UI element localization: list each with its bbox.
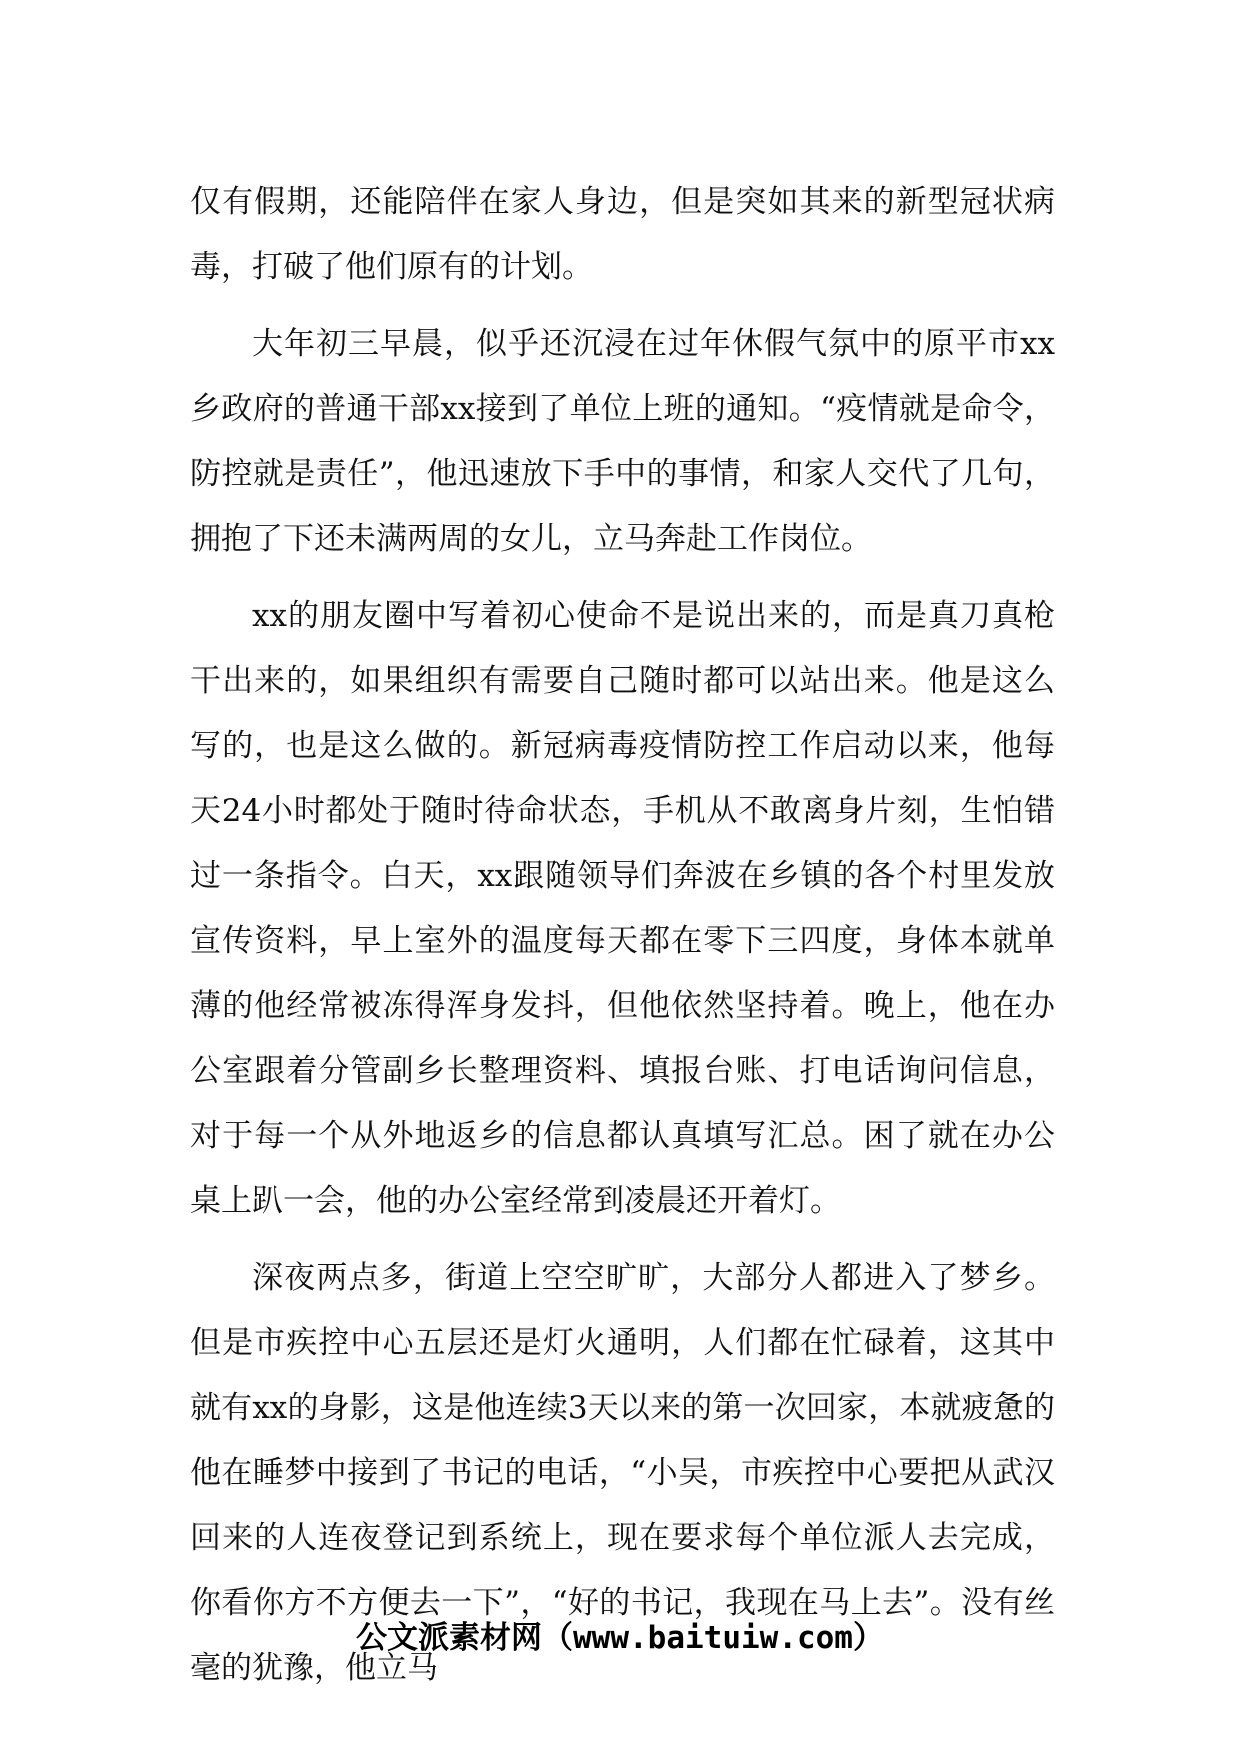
paragraph-1: 仅有假期，还能陪伴在家人身边，但是突如其来的新型冠状病毒，打破了他们原有的计划。 bbox=[190, 184, 1055, 285]
document-body bbox=[190, 170, 1055, 1701]
footer-watermark-text: 公文派素材网（www.baituiw.com） bbox=[356, 1620, 884, 1656]
paragraph-2: 大年初三早晨，似乎还沉浸在过年休假气氛中的原平市xx乡政府的普通干部xx接到了单位上班的通知。“疫情就是命令，防控就是责任”，他迅速放下手中的事情，和家人交代了几句，拥抱了下还未满两周的女儿，立马奔赴工作岗位。 bbox=[190, 326, 1055, 557]
paragraph-4: 深夜两点多，街道上空空旷旷，大部分人都进入了梦乡。但是市疾控中心五层还是灯火通明，人们都在忙碌着，这其中就有xx的身影，这是他连续3天以来的第一次回家，本就疲惫的他在睡梦中接到了书记的电话，“小吴，市疾控中心要把从武汉回来的人连夜登记到系统上，现在要求每个单位派人去完成，你看你方不方便去一下”，“好的书记，我现在马上去”。没有丝毫的犹豫，他立马 bbox=[190, 1260, 1055, 1686]
paragraph-3: xx的朋友圈中写着初心使命不是说出来的，而是真刀真枪干出来的，如果组织有需要自己随时都可以站出来。他是这么写的，也是这么做的。新冠病毒疫情防控工作启动以来，他每天24小时都处于随时待命状态，手机从不敢离身片刻，生怕错过一条指令。白天，xx跟随领导们奔波在乡镇的各个村里发放宣传资料，早上室外的温度每天都在零下三四度，身体本就单薄的他经常被冻得浑身发抖，但他依然坚持着。晚上，他在办公室跟着分管副乡长整理资料、填报台账、打电话询问信息，对于每一个从外地返乡的信息都认真填写汇总。困了就在办公桌上趴一会，他的办公室经常到凌晨还开着灯。 bbox=[190, 598, 1055, 1219]
